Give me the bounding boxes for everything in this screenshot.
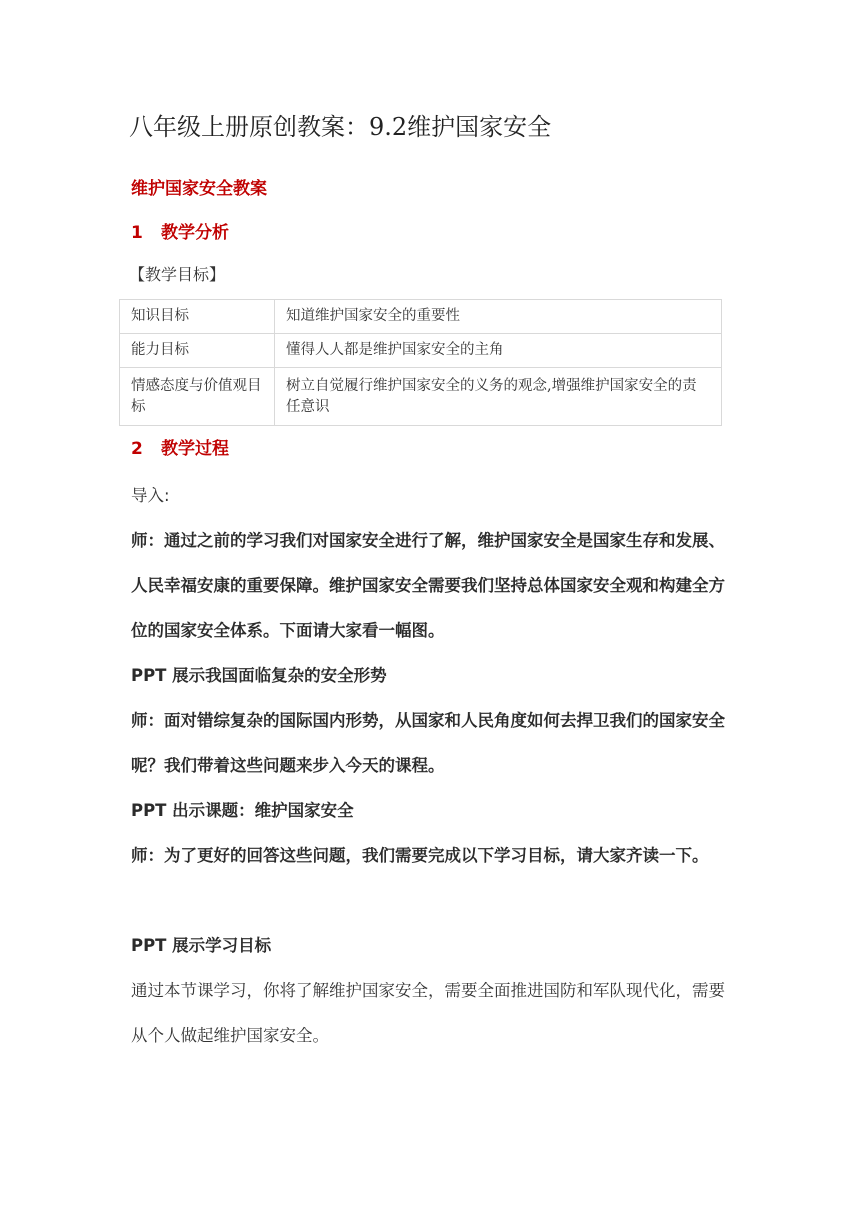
section-title: 教学分析 (161, 223, 229, 243)
goal-label-cell: 能力目标 (120, 334, 275, 368)
goal-label-cell: 情感态度与价值观目标 (120, 368, 275, 426)
section-heading-process (131, 437, 229, 461)
goal-content-cell: 知道维护国家安全的重要性 (275, 300, 722, 334)
section-title: 教学过程 (161, 439, 229, 459)
teacher-paragraph-3: 师：为了更好的回答这些问题，我们需要完成以下学习目标，请大家齐读一下。 (131, 846, 709, 865)
teacher-paragraph-1: 师：通过之前的学习我们对国家安全进行了解，维护国家安全是国家生存和发展、人民幸福安康的重要保障。维护国家安全需要我们坚持总体国家安全观和构建全方位的国家安全体系。下面请大家看一幅图。 (131, 531, 725, 640)
goals-table (119, 299, 722, 426)
section-heading-analysis (131, 221, 229, 245)
goal-label-cell: 知识目标 (120, 300, 275, 334)
document-title: 八年级上册原创教案：9.2维护国家安全 (129, 113, 552, 141)
goal-content-cell: 树立自觉履行维护国家安全的义务的观念,增强维护国家安全的责任意识 (275, 368, 722, 426)
ppt-note-1: PPT 展示我国面临复杂的安全形势 (131, 666, 387, 685)
section-number: 1 (131, 223, 143, 243)
goals-label: 【教学目标】 (129, 265, 226, 284)
learning-goal-paragraph: 通过本节课学习，你将了解维护国家安全，需要全面推进国防和军队现代化，需要从个人做起维护国家安全。 (131, 981, 725, 1045)
table-row (120, 334, 722, 368)
teacher-paragraph-2: 师：面对错综复杂的国际国内形势，从国家和人民角度如何去捍卫我们的国家安全呢？我们带着这些问题来步入今天的课程。 (131, 711, 725, 775)
ppt-note-3: PPT 展示学习目标 (131, 936, 272, 955)
table-row (120, 368, 722, 426)
goal-content-cell: 懂得人人都是维护国家安全的主角 (275, 334, 722, 368)
intro-label: 导入: (131, 486, 170, 505)
section-number: 2 (131, 439, 143, 459)
ppt-note-2: PPT 出示课题：维护国家安全 (131, 801, 354, 820)
lesson-plan-heading: 维护国家安全教案 (131, 179, 267, 199)
table-row (120, 300, 722, 334)
